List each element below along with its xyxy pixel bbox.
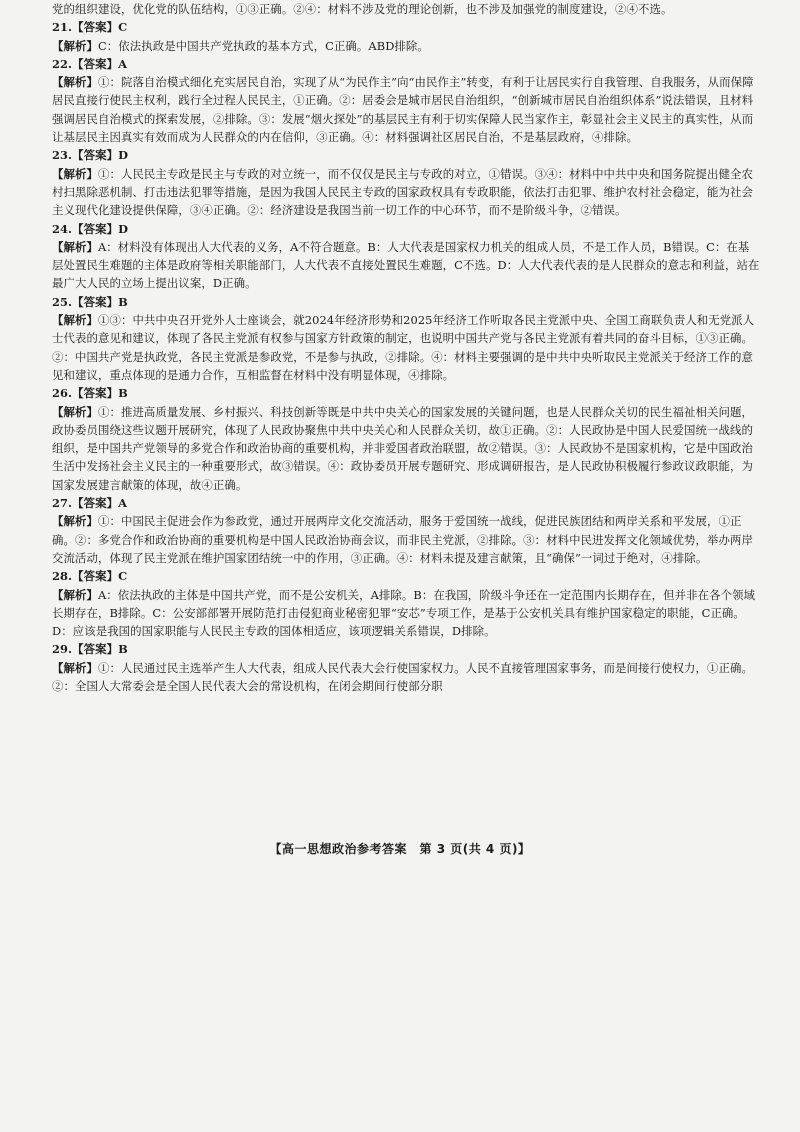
explanation-tag: 【解析】 (52, 38, 98, 53)
explanation-tag: 【解析】 (52, 660, 98, 675)
explanation-text: ①：推进高质量发展、乡村振兴、科技创新等既是中共中央关心的国家发展的关键问题，也是人民群众关切的民生福祉相关问题，政协委员围绕这些议题开展研究，体现了人民政协聚焦中共中央关心和人民群众关切，故①正确。②：人民政协是中国人民爱国统一战线的组织，是中国共产党领导的多党合作和政治协商的重要机构，并非爱国者政治联盟，故②错误。③：人民政协不是国家机构，它是中国政治生活中发扬社会主义民主的一种重要形式，故③错误。④：政协委员开展专题研究、形成调研报告，是人民政协积极履行参政议政职能，为国家发展建言献策的体现，故④正确。 (52, 404, 753, 492)
explanation (52, 586, 760, 641)
question-21 (52, 18, 760, 55)
answer-line: 28.【答案】C (52, 569, 128, 584)
explanation (52, 311, 760, 384)
answer-line: 24.【答案】D (52, 221, 129, 236)
explanation (52, 37, 760, 55)
explanation-text: A：依法执政的主体是中国共产党，而不是公安机关，A排除。B：在我国，阶级斗争还在一定范围内长期存在，但并非在各个领域长期存在，B排除。C：公安部部署开展防范打击侵犯商业秘密犯罪“安芯”专项工作，是基于公安机关具有维护国家稳定的职能，C正确。D：应该是我国的国家职能与人民民主专政的国体相适应，该项逻辑关系错误，D排除。 (52, 587, 756, 639)
explanation-text: ①：人民通过民主选举产生人大代表，组成人民代表大会行使国家权力。人民不直接管理国家事务，而是间接行使权力，①正确。②：全国人大常委会是全国人民代表大会的常设机构，在闭会期间行使部分职 (52, 660, 753, 693)
answer-line: 26.【答案】B (52, 386, 128, 401)
question-28 (52, 567, 760, 640)
explanation-text: ①：中国民主促进会作为参政党，通过开展两岸文化交流活动，服务于爱国统一战线，促进民族团结和两岸关系和平发展，①正确。②：多党合作和政治协商的重要机构是中国人民政治协商会议，而非民主党派，②排除。③：材料中民进发挥文化领域优势，举办两岸交流活动，体现了民主党派在维护国家团结统一中的作用，③正确。④：材料未提及建言献策，且“确保”一词过于绝对，④排除。 (52, 514, 753, 565)
explanation-tag: 【解析】 (52, 587, 98, 602)
question-29 (52, 640, 760, 695)
explanation-tag: 【解析】 (52, 313, 98, 328)
explanation (52, 659, 760, 696)
explanation (52, 238, 760, 293)
question-23 (52, 146, 760, 219)
answer-line: 29.【答案】B (52, 642, 128, 657)
question-26 (52, 384, 760, 494)
explanation (52, 512, 760, 567)
answer-line: 22.【答案】A (52, 56, 128, 71)
explanation-tag: 【解析】 (52, 166, 98, 181)
explanation (52, 73, 760, 146)
explanation-tag: 【解析】 (52, 404, 98, 419)
answer-content (52, 0, 760, 695)
explanation-tag: 【解析】 (52, 75, 98, 90)
explanation-text: ①：院落自治模式细化充实居民自治，实现了从“为民作主”向“由民作主”转变，有利于让居民实行自我管理、自我服务，从而保障居民直接行使民主权利，践行全过程人民民主，①正确。②：居委会是城市居民自治组织，“创新城市居民自治组织体系”说法错误，且材料强调居民自治模式的探索发展，②排除。③：发展“烟火探处”的基层民主有利于切实保障人民当家作主，彰显社会主义民主的真实性，从而让基层民主因真实有效而成为人民群众的内在信仰，③正确。④：材料强调社区居民自治，不是基层政府，④排除。 (52, 75, 754, 145)
explanation-text: ①：人民民主专政是民主与专政的对立统一，而不仅仅是民主与专政的对立，①错误。③④：材料中中共中央和国务院提出健全农村扫黑除恶机制、打击违法犯罪等措施，是因为我国人民民主专政的国家政权具有专政职能，依法打击犯罪、维护农村社会稳定，能为社会主义现代化建设提供保障，③④正确。②：经济建设是我国当前一切工作的中心环节，而不是阶级斗争，②错误。 (52, 166, 753, 218)
answer-line: 21.【答案】C (52, 20, 128, 35)
question-22 (52, 55, 760, 146)
explanation-text: A：材料没有体现出人大代表的义务，A不符合题意。B：人大代表是国家权力机关的组成人员，不是工作人员，B错误。C：在基层处置民生难题的主体是政府等相关职能部门，人大代表不直接处置民生难题，C不选。D：人大代表代表的是人民群众的意志和利益，站在最广大人民的立场上提出议案，D正确。 (52, 239, 760, 291)
question-27 (52, 494, 760, 567)
explanation (52, 403, 760, 494)
answer-line: 25.【答案】B (52, 294, 128, 309)
page-footer: 【高一思想政治参考答案 第 3 页(共 4 页)】 (269, 842, 531, 856)
explanation-tag: 【解析】 (52, 514, 98, 529)
answer-line: 23.【答案】D (52, 148, 129, 163)
question-25 (52, 293, 760, 384)
question-24 (52, 220, 760, 293)
explanation-text: ①③：中共中央召开党外人士座谈会，就2024年经济形势和2025年经济工作听取各民主党派中央、全国工商联负责人和无党派人士代表的意见和建议，体现了各民主党派有权参与国家方针政策的制定，也说明中国共产党与各民主党派有着共同的奋斗目标，①③正确。②：中国共产党是执政党，各民主党派是参政党，不是参与执政，②排除。④：材料主要强调的是中共中央听取民主党派关于经济工作的意见和建议，重点体现的是通力合作，互相监督在材料中没有明显体现，④排除。 (52, 313, 755, 382)
continued-explanation: 党的组织建设，优化党的队伍结构，①③正确。②④：材料不涉及党的理论创新，也不涉及加强党的制度建设，②④不选。 (52, 2, 673, 16)
answer-line: 27.【答案】A (52, 496, 128, 511)
explanation-tag: 【解析】 (52, 239, 98, 254)
explanation-text: C：依法执政是中国共产党执政的基本方式，C正确。ABD排除。 (97, 38, 429, 53)
explanation (52, 165, 760, 220)
